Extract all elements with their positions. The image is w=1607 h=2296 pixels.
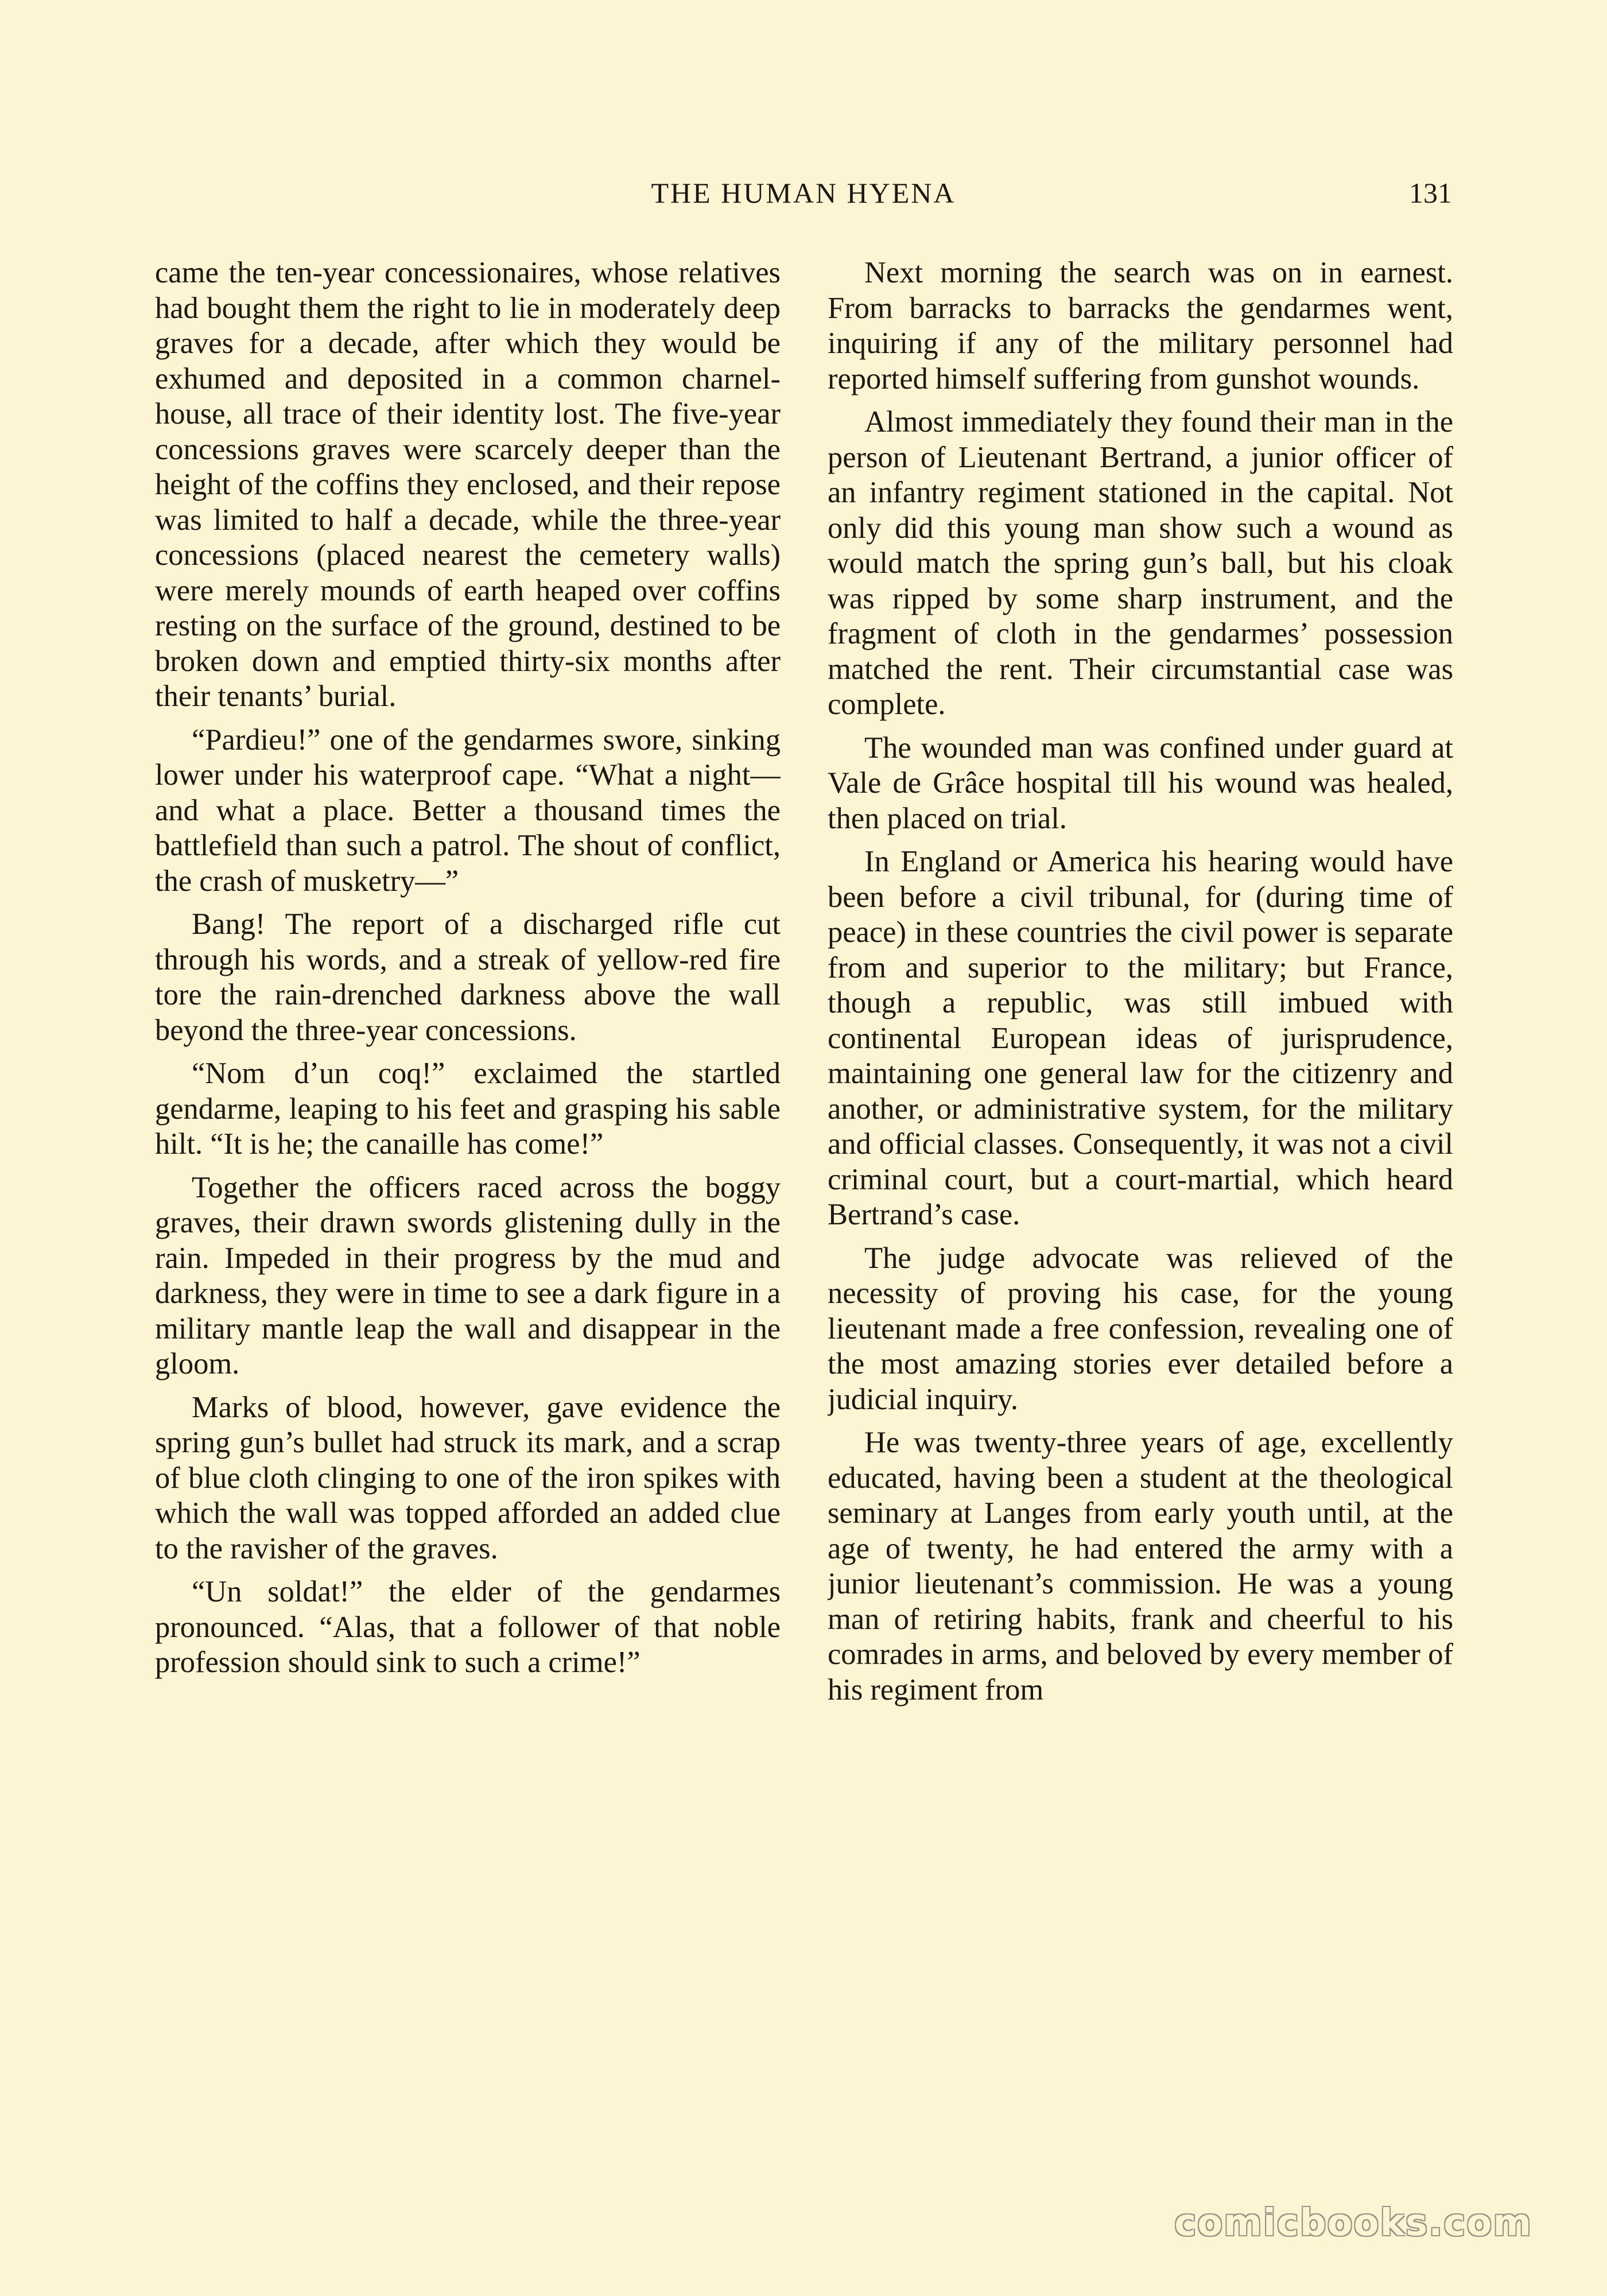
paragraph: “Pardieu!” one of the gendarmes swore, sinking lower under his waterproof cape. “What a night—and what a place. Better a thousand times the battlefield than such a patrol. The shout of conflict, the crash of musketry—” <box>155 723 781 898</box>
paragraph: The wounded man was confined under guard at Vale de Grâce hospital till his wound was healed, then placed on trial. <box>828 731 1453 835</box>
paragraph: Marks of blood, however, gave evidence the spring gun’s bullet had struck its mark, and a scrap of blue cloth clinging to one of the iron spikes with which the wall was topped afforded an added clue to the ravisher of the graves. <box>155 1390 781 1565</box>
paragraph: “Nom d’un coq!” exclaimed the startled gendarme, leaping to his feet and grasping his sable hilt. “It is he; the canaille has come!” <box>155 1057 781 1161</box>
left-column <box>155 255 781 2132</box>
paragraph: The judge advocate was relieved of the necessity of proving his case, for the young lieutenant made a free confession, revealing one of the most amazing stories ever detailed before a judicial inquiry. <box>828 1241 1453 1416</box>
paragraph: came the ten-year concessionaires, whose relatives had bought them the right to lie in moderately deep graves for a decade, after which they would be exhumed and deposited in a common charnel-house, all trace of their identity lost. The five-year concessions graves were scarcely deeper than the height of the coffins they enclosed, and their repose was limited to half a decade, while the three-year concessions (placed nearest the cemetery walls) were merely mounds of earth heaped over coffins resting on the surface of the ground, destined to be broken down and emptied thirty-six months after their tenants’ burial. <box>155 256 781 713</box>
running-header <box>155 170 1452 216</box>
running-title: THE HUMAN HYENA <box>651 177 956 209</box>
paragraph: In England or America his hearing would have been before a civil tribunal, for (during time of peace) in these countries the civil power is separate from and superior to the military; but France, though a republic, was still imbued with continental European ideas of jurisprudence, maintaining one general law for the citizenry and another, or administrative system, for the military and official classes. Consequently, it was not a civil criminal court, but a court-martial, which heard Bertrand’s case. <box>828 845 1453 1231</box>
page-number: 131 <box>1409 177 1452 209</box>
paragraph: “Un soldat!” the elder of the gendarmes pronounced. “Alas, that a follower of that noble profession should sink to such a crime!” <box>155 1575 781 1679</box>
paragraph: Together the officers raced across the boggy graves, their drawn swords glistening dully in the rain. Impeded in their progress by the mud and darkness, they were in time to see a dark figure in a military mantle leap the wall and disappear in the gloom. <box>155 1170 781 1380</box>
paragraph: He was twenty-three years of age, excellently educated, having been a student at the theological seminary at Langes from early youth until, at the age of twenty, he had entered the army with a junior lieutenant’s commission. He was a young man of retiring habits, frank and cheerful to his comrades in arms, and beloved by every member of his regiment from <box>828 1426 1453 1707</box>
paragraph: Almost immediately they found their man in the person of Lieutenant Bertrand, a junior officer of an infantry regiment stationed in the capital. Not only did this young man show such a wound as would match the spring gun’s ball, but his cloak was ripped by some sharp instrument, and the fragment of cloth in the gendarmes’ possession matched the rent. Their circumstantial case was complete. <box>828 405 1453 721</box>
paragraph: Bang! The report of a discharged rifle cut through his words, and a streak of yellow-red fire tore the rain-drenched darkness above the wall beyond the three-year concessions. <box>155 907 781 1047</box>
watermark: comicbooks.com <box>1174 2202 1532 2244</box>
paragraph: Next morning the search was on in earnest. From barracks to barracks the gendarmes went, inquiring if any of the military personnel had reported himself suffering from gunshot wounds. <box>828 256 1453 395</box>
right-column <box>828 255 1453 2132</box>
